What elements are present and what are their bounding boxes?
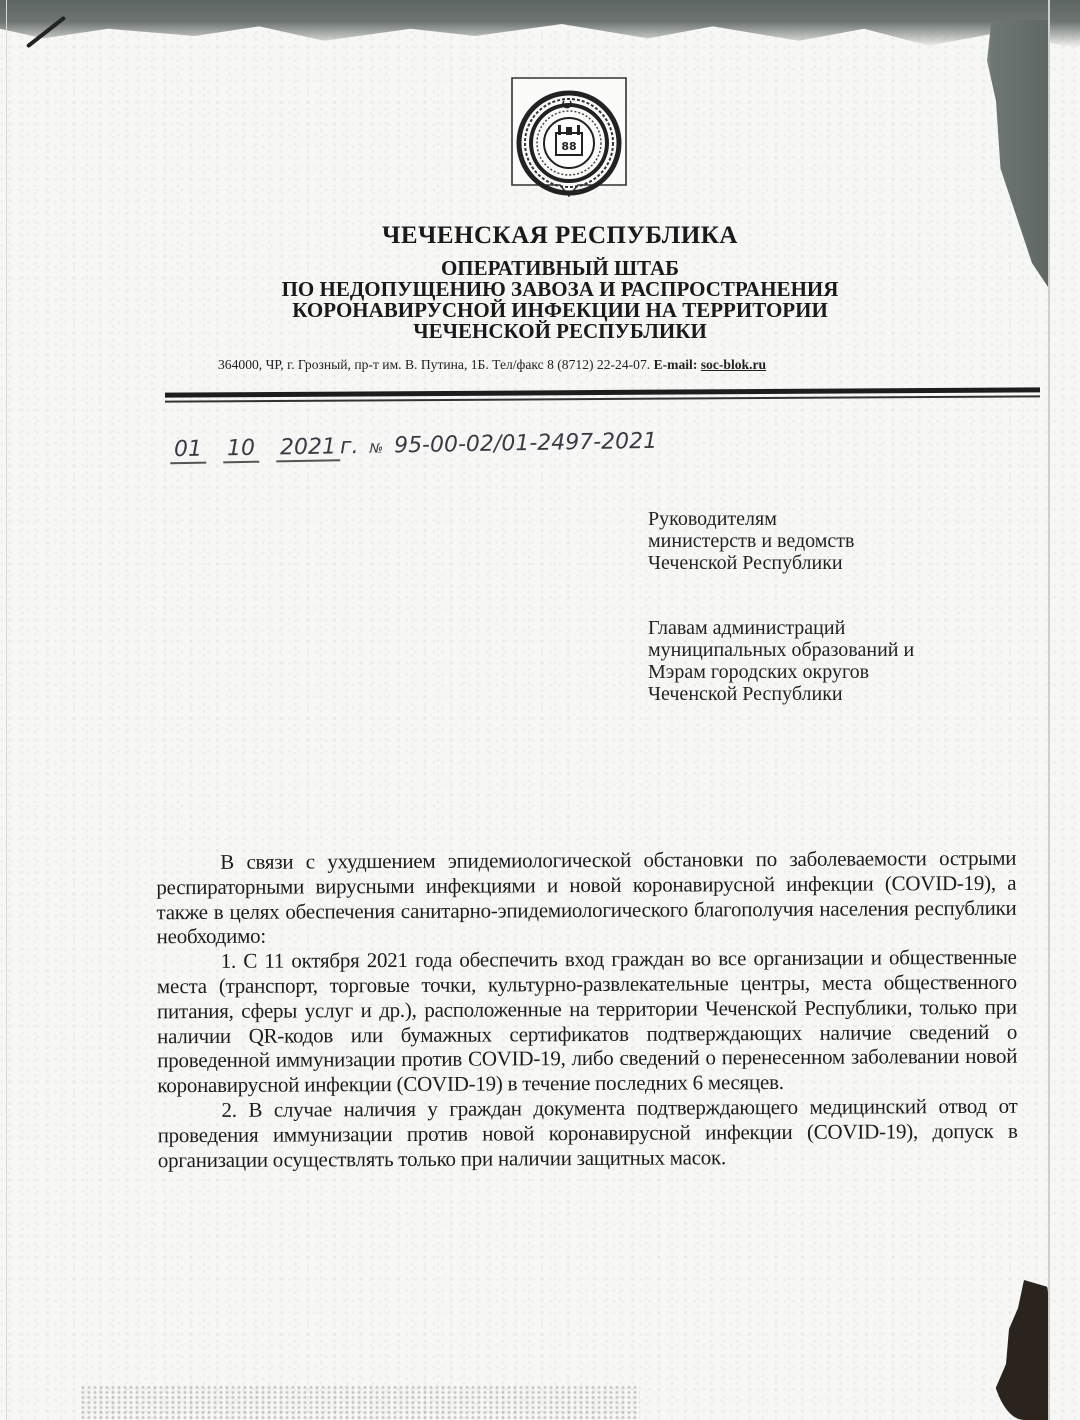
number-sign: № — [369, 441, 384, 457]
registration-year: 2021 — [276, 434, 340, 462]
scan-shadow-right — [960, 20, 1050, 290]
registration-code: 95-00-02/01-2497-2021 — [393, 428, 658, 459]
recipient-line: Главам администраций — [648, 617, 846, 639]
year-suffix: г. — [339, 433, 359, 460]
recipient-line: министерств и ведомств — [648, 530, 855, 552]
recipient-line: Чеченской Республики — [648, 552, 843, 574]
svg-text:88: 88 — [561, 140, 577, 153]
email-label: E-mail: — [653, 357, 698, 372]
hq-title-line: ЧЕЧЕНСКОЙ РЕСПУБЛИКИ — [413, 319, 707, 343]
point-1-paragraph: 1. С 11 октября 2021 года обеспечить вход граждан во все организации и общественные места (транспорт, торговые точки, культурно-развлекательные центры, места общественного питания, сферы услуг и др.), расположенные на территории Чеченской Республики, только при наличии QR-кодов или бумажных сертификатов подтверждающих наличие сведений о проведенной иммунизации против COVID-19, либо сведений о перенесенном заболевании новой коронавирусной инфекции (COVID-19) в течение последних 6 месяцев. — [156, 944, 1018, 1098]
address-text: 364000, ЧР, г. Грозный, пр-т им. В. Путина, 1Б. Тел/факс 8 (8712) 22-24-07. — [218, 357, 651, 372]
email-link[interactable]: soc-blok.ru — [700, 357, 767, 372]
hq-title-line: ОПЕРАТИВНЫЙ ШТАБ — [440, 256, 680, 280]
hq-title-line: КОРОНАВИРУСНОЙ ИНФЕКЦИИ НА ТЕРРИТОРИИ — [292, 298, 828, 322]
recipient-line: муниципальных образований и — [648, 639, 915, 661]
contact-address — [218, 357, 766, 373]
hq-title-line: ПО НЕДОПУЩЕНИЮ ЗАВОЗА И РАСПРОСТРАНЕНИЯ — [281, 277, 839, 301]
scan-blot — [988, 1280, 1048, 1420]
recipient-block-municipalities — [648, 617, 914, 705]
recipient-line: Руководителям — [648, 508, 777, 530]
page-edge-left — [6, 0, 7, 1420]
republic-title: ЧЕЧЕНСКАЯ РЕСПУБЛИКА — [382, 222, 738, 249]
scan-noise — [80, 1385, 640, 1420]
registration-number — [170, 429, 658, 464]
recipient-line: Чеченской Республики — [648, 683, 843, 705]
coat-of-arms-icon — [508, 75, 630, 200]
registration-month: 10 — [223, 436, 259, 464]
recipient-line: Мэрам городских округов — [648, 661, 870, 683]
registration-day: 01 — [170, 437, 206, 465]
recipient-block-ministries — [648, 508, 854, 574]
intro-paragraph: В связи с ухудшением эпидемиологической обстановки по заболеваемости острыми респираторными вирусными инфекциями и новой коронавирусной инфекции (COVID-19), а также в целях обеспечения санитарно-эпидемиологического благополучия населения республики необходимо: — [156, 845, 1017, 949]
point-2-paragraph: 2. В случае наличия у граждан документа подтверждающего медицинский отвод от проведения иммунизации против новой коронавирусной инфекции (COVID-19), допуск в организации осуществлять только при наличии защитных масок. — [157, 1093, 1018, 1172]
letter-body — [156, 846, 1018, 1173]
page-edge-right — [1048, 0, 1050, 1420]
scan-shadow-top — [0, 0, 1080, 48]
headquarters-title — [160, 258, 960, 342]
